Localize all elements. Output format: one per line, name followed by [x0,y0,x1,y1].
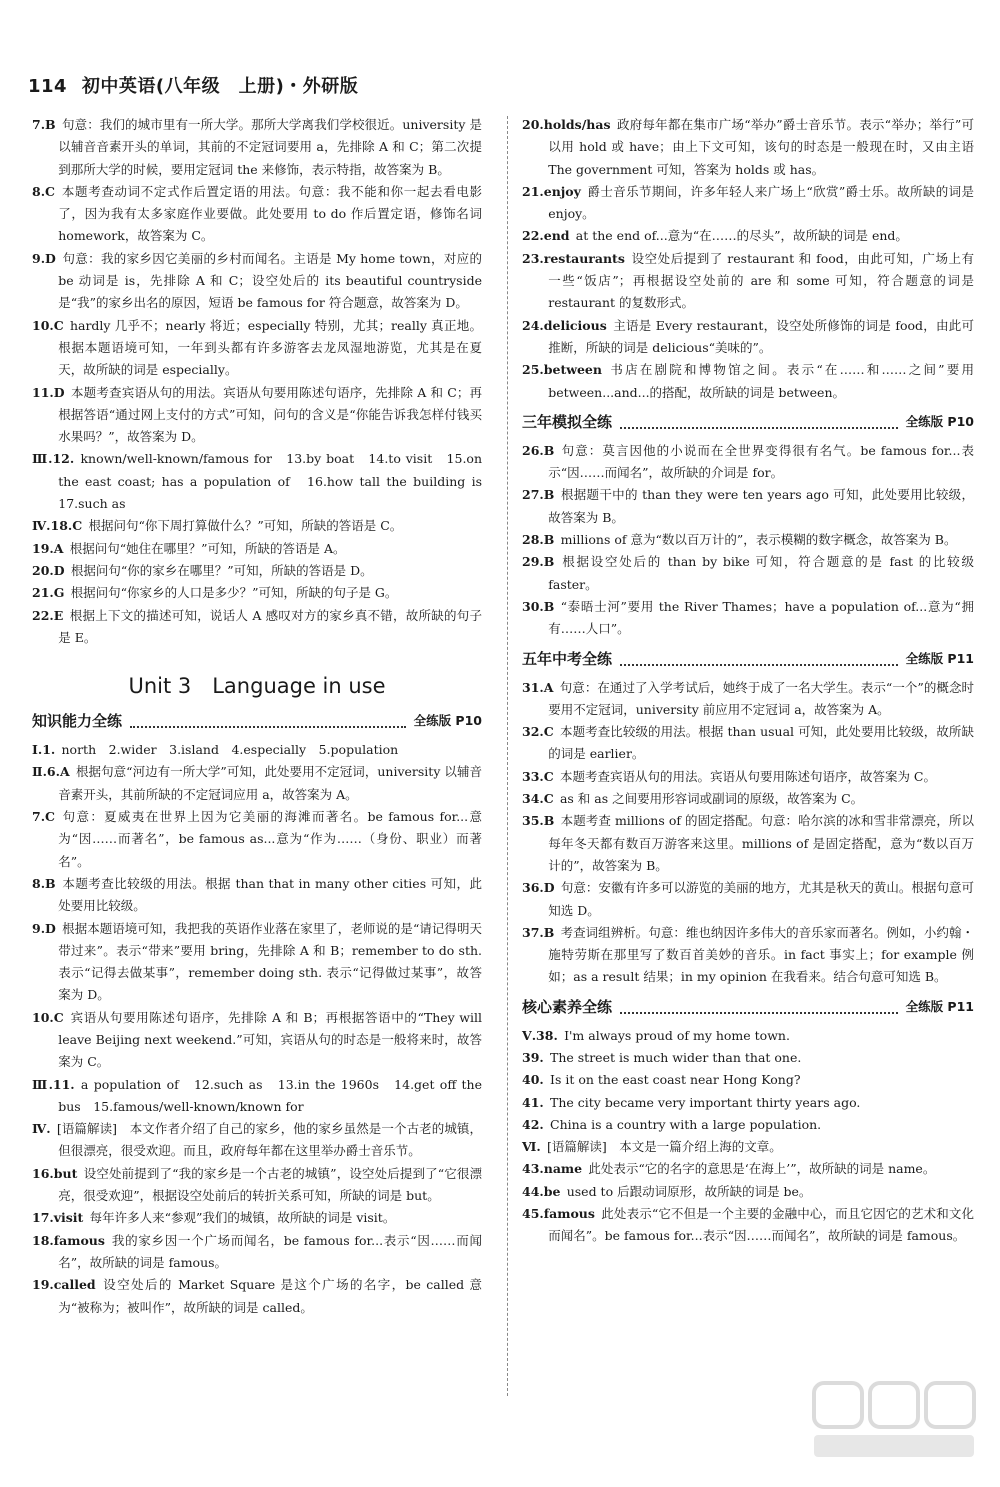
column-divider [507,116,508,1396]
answer-number: 19.called [32,1277,96,1293]
answer-item [522,677,974,722]
answer-explanation: 政府每年都在集市广场“举办”爵士音乐节。表示“举办；举行”可以用 hold 或 have；由上下文可知，该句的时态是一般现在时，又由主语 The government 可知，答案为 holds 或 has。 [548,117,974,177]
answer-number: 11.D [32,384,65,400]
answer-number: 8.B [32,875,56,891]
answer-explanation: 我的家乡因一个广场而闻名，be famous for...表示“因……而闻名”，故所缺的词是 famous。 [58,1232,482,1270]
answer-explanation: known/well-known/famous for 13.by boat 14.to visit 15.on the east coast; has a population of 16.how tall the building is 17.such as [58,451,495,512]
answer-explanation: 根据本题语境可知，我把我的英语作业落在家里了，老师说的是“请记得明天带过来”。表示“带来”要用 bring，先排除 A 和 B；remember to do sth. 表示“记得去做某事”，remember doing sth. 表示“记得做过某事”，故答案为 D。 [58,920,482,1003]
answer-explanation: 句意：夏威夷在世界上因为它美丽的海滩而著名。be famous for...意为“因……而著名”，be famous as...意为“作为……（身份、职业）而著名”。 [58,809,482,869]
answer-explanation: north 2.wider 3.island 4.especially 5.population [61,742,399,758]
answer-item [32,114,482,181]
answer-number: 21.G [32,585,65,601]
answer-explanation: 宾语从句要用陈述句语序，先排除 A 和 B；再根据答语中的“They will leave Beijing next weekend.”可知，宾语从句的时态是一般将来时，故答案为 C。 [58,1009,482,1070]
answer-item [32,560,482,582]
answer-item [32,181,482,248]
answer-number: 7.B [32,117,56,132]
answer-explanation: 根据设空处后的 than by bike 可知，符合题意的是 fast 的比较级 faster。 [548,554,974,592]
answer-number: 35.B [522,813,555,829]
answer-number: 41. [522,1094,544,1110]
section-name: 核心素养全练 [522,997,613,1016]
answer-explanation: China is a country with a large population. [550,1116,822,1132]
answer-number: Ⅲ.11. [32,1076,75,1092]
answer-list-knowledge [32,739,482,1319]
answer-explanation: Is it on the east coast near Hong Kong? [550,1072,801,1088]
answer-number: 20.D [32,562,65,578]
answer-item [522,1114,974,1136]
page-number: 114 [28,76,68,97]
answer-number: Ⅴ.38. [522,1027,558,1043]
answer-item [32,1207,482,1229]
dotted-leader [620,1000,898,1014]
answer-item [522,788,974,810]
answer-number: 20.holds/has [522,117,611,132]
answer-explanation: 本题考查宾语从句的用法。宾语从句要用陈述句语序，故答案为 C。 [559,768,936,784]
answer-number: 44.be [522,1183,561,1199]
answer-number: 22.end [522,228,570,244]
answer-list-core [522,1025,974,1248]
answer-explanation: 考查词组辨析。句意：维也纳因许多伟大的音乐家而著名。例如，小约翰・施特劳斯在那里写了数百首美妙的音乐。in fact 事实上；for example 例如；as a result 结果；in my opinion 在我看来。结合句意可知选 B。 [548,924,974,985]
answer-item [522,810,974,877]
answer-number: 37.B [522,924,555,940]
answer-explanation: 本题考查比较级的用法。根据 than usual 可知，此处要用比较级，故所缺的词是 earlier。 [548,724,974,762]
answer-explanation: 本题考查比较级的用法。根据 than that in many other cities 可知，此处要用比较级。 [58,875,482,914]
answer-item [32,739,482,761]
section-page-ref: 全练版 P10 [905,413,974,429]
answer-number: 21.enjoy [522,183,581,199]
answer-explanation: 本题考查动词不定式作后置定语的用法。句意：我不能和你一起去看电影了，因为我有太多家庭作业要做。此处要用 to do 作后置定语，修饰名词 homework，故答案为 C。 [58,183,482,244]
answer-item [32,515,482,537]
answer-item [522,1047,974,1069]
answer-number: 17.visit [32,1210,84,1226]
answer-item [32,1007,482,1074]
answer-item [522,1069,974,1091]
answer-item [522,551,974,596]
dotted-leader [620,652,898,666]
answer-item [32,918,482,1007]
answer-number: 7.C [32,809,55,825]
answer-list-previous-unit [32,114,495,649]
answer-item [32,1163,482,1208]
answer-number: 16.but [32,1165,78,1181]
answer-number: 30.B [522,598,555,614]
answer-explanation: 根据句意“河边有一所大学”可知，此处要用不定冠词，university 以辅音音素开头，其前所缺的不定冠词应用 a，故答案为 A。 [58,764,482,802]
answer-item [522,877,974,922]
answer-number: 45.famous [522,1206,595,1222]
answer-item [32,538,482,560]
right-column [522,114,974,1248]
answer-item [32,873,482,918]
answer-number: Ⅰ.1. [32,742,56,758]
answer-item [522,1025,974,1047]
answer-number: 10.C [32,1009,64,1025]
answer-explanation: 根据问句“你下周打算做什么？”可知，所缺的答语是 C。 [88,518,403,534]
answer-explanation: hardly 几乎不；nearly 将近；especially 特别，尤其；really 真正地。根据本题语境可知，一年到头都有许多游客去龙凤湿地游览，尤其是在夏天，故所缺的词是 especially。 [58,317,482,378]
unit-title: Unit 3 Language in use [128,674,386,699]
answer-list-three-year [522,440,974,641]
answer-number: 34.C [522,791,554,807]
answer-item [32,448,495,515]
answer-explanation: 设空处后的 Market Square 是这个广场的名字，be called 意为“被称为；被叫作”，故所缺的词是 called。 [58,1277,482,1315]
answer-explanation: [语篇解读] 本文是一篇介绍上海的文章。 [546,1139,782,1155]
answer-explanation: 句意：在通过了入学考试后，她终于成了一名大学生。表示“一个”的概念时要用不定冠词，university 前应用不定冠词 a，故答案为 A。 [548,679,974,717]
answer-number: 36.D [522,880,555,896]
answer-item [32,582,482,604]
answer-item [522,1158,974,1180]
answer-item [32,605,482,650]
answer-explanation: “泰晤士河”要用 the River Thames；have a population of...意为“拥有……人口”。 [548,598,974,637]
answer-number: Ⅵ. [522,1139,541,1155]
answer-number: 33.C [522,768,554,784]
answer-number: 10.C [32,317,64,333]
answer-number: 9.D [32,250,56,266]
answer-explanation: 主语是 Every restaurant，设空处所修饰的词是 food，由此可推断，所缺的词是 delicious“美味的”。 [548,317,974,355]
answer-number: 32.C [522,724,554,740]
answer-explanation: 设空处后提到了 restaurant 和 food，由此可知，广场上有一些“饭店”；再根据设空处前的 are 和 some 可知，符合题意的词是 restaurant 的复数形式。 [548,250,974,311]
answer-number: 18.famous [32,1232,105,1248]
answer-number: 40. [522,1072,544,1088]
answer-explanation: as 和 as 之间要用形容词或副词的原级，故答案为 C。 [559,791,864,807]
answer-explanation: 书店在剧院和博物馆之间。表示“在……和……之间”要用 between...and...的搭配，故所缺的词是 between。 [548,362,974,400]
answer-explanation: 句意：我的家乡因它美丽的乡村而闻名。主语是 My home town，对应的 be 动词是 is，先排除 A 和 C；设空处后的 its beautiful countryside 是“我”的家乡出名的原因，短语 be famous for 符合题意，故答案为 D。 [58,250,482,311]
answer-explanation: 句意：莫言因他的小说而在全世界变得很有名气。be famous for...表示“因……而闻名”，故所缺的介词是 for。 [548,442,974,481]
answer-explanation: 每年许多人来“参观”我们的城镇，故所缺的词是 visit。 [89,1210,396,1226]
section-page-ref: 全练版 P11 [905,998,974,1014]
answer-item [32,1118,482,1163]
answer-item [522,1203,974,1248]
answer-item [32,1274,482,1319]
answer-explanation: I'm always proud of my home town. [564,1027,790,1043]
answer-item [522,225,974,247]
answer-item [522,248,974,315]
answer-item [522,596,974,641]
answer-explanation: 根据上下文的描述可知，说话人 A 感叹对方的家乡真不错，故所缺的句子是 E。 [58,607,482,645]
answer-number: 27.B [522,487,555,503]
answer-explanation: 根据问句“你的家乡在哪里？”可知，所缺的答语是 D。 [70,562,373,578]
answer-number: 22.E [32,607,64,623]
watermark-logo-icon [810,1377,978,1463]
answer-item [32,248,482,315]
page-header [28,72,358,98]
answer-number: Ⅲ.12. [32,451,75,467]
answer-number: 29.B [522,554,555,570]
answer-item [32,806,482,873]
answer-explanation: millions of 意为“数以百万计的”，表示模糊的数字概念，故答案为 B。 [560,532,957,548]
answer-item [32,761,482,806]
answer-item [522,359,974,404]
answer-number: Ⅳ. [32,1121,51,1137]
answer-item [32,315,482,382]
answer-explanation: 爵士音乐节期间，许多年轻人来广场上“欣赏”爵士乐。故所缺的词是 enjoy。 [548,183,974,222]
answer-number: 23.restaurants [522,250,625,266]
left-column [32,114,495,1319]
answer-item [522,315,974,360]
dotted-leader [130,714,406,728]
section-heading-three-year [522,410,974,434]
answer-explanation: 句意：安徽有许多可以游览的美丽的地方，尤其是秋天的黄山。根据句意可知选 D。 [548,880,974,918]
answer-item [522,1092,974,1114]
answer-number: 25.between [522,362,602,378]
answer-explanation: used to 后跟动词原形，故所缺的词是 be。 [566,1183,812,1199]
answer-number: 28.B [522,532,555,548]
section-name: 五年中考全练 [522,649,613,668]
answer-list-continued [522,114,974,404]
answer-item [32,1074,482,1119]
answer-item [522,1136,974,1158]
answer-explanation: The city became very important thirty years ago. [550,1094,861,1110]
answer-explanation: The street is much wider than that one. [550,1049,802,1065]
answer-item [522,114,974,181]
answer-explanation: 此处表示“它的名字的意思是‘在海上’”，故所缺的词是 name。 [588,1161,936,1177]
section-page-ref: 全练版 P10 [413,713,482,729]
dotted-leader [620,415,898,429]
answer-explanation: a population of 12.such as 13.in the 1960s 14.get off the bus 15.famous/well-known/known for [58,1076,482,1114]
answer-item [522,1181,974,1203]
answer-number: 42. [522,1116,544,1132]
answer-number: 43.name [522,1161,583,1177]
answer-explanation: 本题考查 millions of 的固定搭配。句意：哈尔滨的冰和雪非常漂亮，所以每年冬天都有数百万游客来这里。millions of 是固定搭配，意为“数以百万计的”，故答案为 B。 [548,813,974,873]
section-page-ref: 全练版 P11 [905,650,974,666]
answer-item [522,529,974,551]
answer-item [32,1230,482,1275]
answer-number: 31.A [522,679,554,695]
section-name: 三年模拟全练 [522,412,613,431]
book-title: 初中英语(八年级 上册)・外研版 [81,76,359,97]
answer-number: 24.delicious [522,317,607,333]
answer-item [522,766,974,788]
answer-item [522,721,974,766]
answer-explanation: at the end of...意为“在……的尽头”，故所缺的词是 end。 [575,228,908,244]
section-heading-knowledge [32,709,482,733]
answer-number: Ⅱ.6.A [32,764,70,780]
answer-item [522,484,974,529]
answer-explanation: 设空处前提到了“我的家乡是一个古老的城镇”，设空处后提到了“它很漂亮，很受欢迎”，根据设空处前后的转折关系可知，所缺的词是 but。 [58,1165,482,1204]
answer-explanation: 根据问句“她住在哪里？”可知，所缺的答语是 A。 [69,540,346,556]
answer-item [32,382,482,449]
answer-list-five-year [522,677,974,989]
answer-item [522,181,974,226]
answer-item [522,922,974,989]
answer-number: 9.D [32,920,56,936]
answer-explanation: 本题考查宾语从句的用法。宾语从句要用陈述句语序，先排除 A 和 C；再根据答语“通过网上支付的方式”可知，问句的含义是“你能告诉我怎样付钱买水果吗？”，故答案为 D。 [58,384,482,445]
answer-number: 26.B [522,442,555,458]
answer-number: 39. [522,1049,544,1065]
answer-item [522,440,974,485]
answer-explanation: 句意：我们的城市里有一所大学。那所大学离我们学校很近。university 是以辅音音素开头的单词，其前的不定冠词要用 a，先排除 A 和 C；第二次提到那所大学的时候，要用定冠词 the 来修饰，表示特指，故答案为 B。 [58,117,482,177]
answer-explanation: 此处表示“它不但是一个主要的金融中心，而且它因它的艺术和文化而闻名”。be famous for...表示“因……而闻名”，故所缺的词是 famous。 [548,1206,974,1244]
answer-explanation: 根据问句“你家乡的人口是多少？”可知，所缺的句子是 G。 [70,585,398,601]
section-heading-core [522,995,974,1019]
section-heading-five-year [522,647,974,671]
answer-explanation: 根据题干中的 than they were ten years ago 可知，此处要用比较级，故答案为 B。 [548,487,974,525]
answer-number: Ⅳ.18.C [32,518,83,534]
answer-number: 19.A [32,540,64,556]
section-name: 知识能力全练 [32,712,123,731]
answer-number: 8.C [32,183,55,199]
answer-explanation: [语篇解读] 本文作者介绍了自己的家乡，他的家乡虽然是一个古老的城镇，但很漂亮，很受欢迎。而且，政府每年都在这里举办爵士音乐节。 [56,1121,482,1159]
